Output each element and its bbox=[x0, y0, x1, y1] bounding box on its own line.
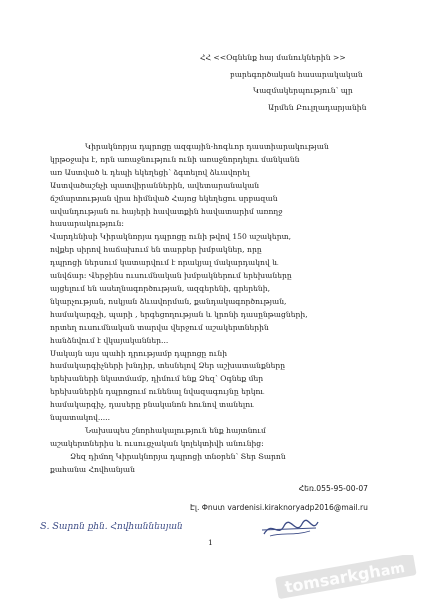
body-line: Աստվածաշնչի պատվիրաններին, ավետարանական bbox=[50, 180, 260, 190]
body-line: Վարդենիսի Կիրակնորյա դպրոցը ունի թվով 150 աշակերտ, bbox=[50, 232, 292, 242]
body-line: առ Աստված և դեպի եկեղեցի՝ ձգտելով ձևավորել bbox=[50, 167, 250, 177]
body-line: երեխաներին դպրոցում ունենալ նվազագույնը երկու bbox=[50, 387, 265, 397]
body-line: համակարգիչ, դասերը բնականոն հունով տանելու bbox=[50, 400, 254, 410]
body-line: Ձեզ դիմող Կիրակնորյա դպրոցի տնօրեն՝ Տեր Տարոն bbox=[70, 451, 286, 461]
body-line: համակարգչի, պարի , երգեցողության և կրոնի դասընթացների, bbox=[50, 309, 308, 319]
body-line: հասարակություն: bbox=[50, 219, 124, 229]
addressee-line-3: Կազմակերպություն՝ պր bbox=[253, 86, 353, 95]
body-line: Սակայն այս պահի դրությամբ դպրոցը ունի bbox=[50, 348, 228, 358]
body-line: այցելում են ասեղնագործության, ազգերենի, գրերենի, bbox=[50, 283, 270, 293]
addressee-line-2: բարեգործական հասարակական bbox=[230, 69, 363, 79]
body-line: հանձնվում է վկայականներ... bbox=[50, 335, 169, 345]
body-line: երեխաների նկատմամբ, դիմում ենք Ձեզ՝ Օգնեք մեր bbox=[50, 374, 264, 384]
body-line: Կիրակնորյա դպրոցը ազգային-հոգևոր դաստիարակության bbox=[85, 142, 329, 151]
contact-phone: Հեռ.055-95-00-07 bbox=[298, 484, 368, 493]
body-line: աշակերտներիս և ուսուցչական կոլեկտիվի անունից: bbox=[50, 438, 264, 448]
watermark-logo bbox=[270, 555, 424, 600]
letter-body bbox=[50, 141, 368, 477]
body-line: ովքեր սիրով հաճախում են տարբեր խմբակներ, որը bbox=[50, 245, 262, 255]
body-line: համակարգիչների խնդիր, տեսնելով Ձեր աշխատանքները bbox=[50, 361, 286, 371]
page-number: 1 bbox=[208, 538, 213, 547]
svg-text:.am: .am bbox=[374, 559, 407, 581]
body-line: նկարչության, ոսկյան ձևավորման, քանդակագործության, bbox=[50, 296, 287, 306]
addressee-line-4: Արմեն Բուլղադարյանին bbox=[268, 102, 367, 112]
body-line: ավանդության ու հայերի հավատքին հավատարիմ առողջ bbox=[50, 206, 283, 216]
addressee-line-1: ՀՀ <<Օգնենք հայ մանուկներին >> bbox=[200, 53, 346, 62]
body-line: որտեղ ուսումնական տարվա վերջում աշակերտներին bbox=[50, 322, 269, 332]
body-line: անվճար: Վերջինս ուսումնական խմբակներում երեխաները bbox=[50, 271, 292, 281]
body-line: նպատակով..... bbox=[50, 413, 110, 423]
handwritten-signature-name: Տ. Տարոն քհն. Հովհաննեսյան bbox=[40, 522, 183, 532]
body-line: կրթօջախ է, որն առաջնություն ունի առաջնորդելու մանկանն bbox=[50, 154, 300, 164]
signature-scribble-icon bbox=[260, 516, 320, 542]
contact-email: Էլ. Փոստ vardenisi.kiraknoryadp2016@mail.ru bbox=[190, 503, 368, 512]
body-line: ճշմարտության վրա հիմնված Հայոց եկեղեցու սրբազան bbox=[50, 193, 278, 203]
addressee-block bbox=[150, 50, 390, 116]
body-line: Նախապես շնորհակալություն ենք հայտնում bbox=[85, 425, 266, 435]
svg-text:tomsarkgh: tomsarkgh bbox=[283, 561, 383, 597]
body-line: քահանա Հովհանյան bbox=[50, 464, 135, 474]
signature-row bbox=[40, 516, 340, 544]
body-line: դպրոցի ներսում կատարվում է որակյալ մակարդակով և bbox=[50, 258, 279, 268]
